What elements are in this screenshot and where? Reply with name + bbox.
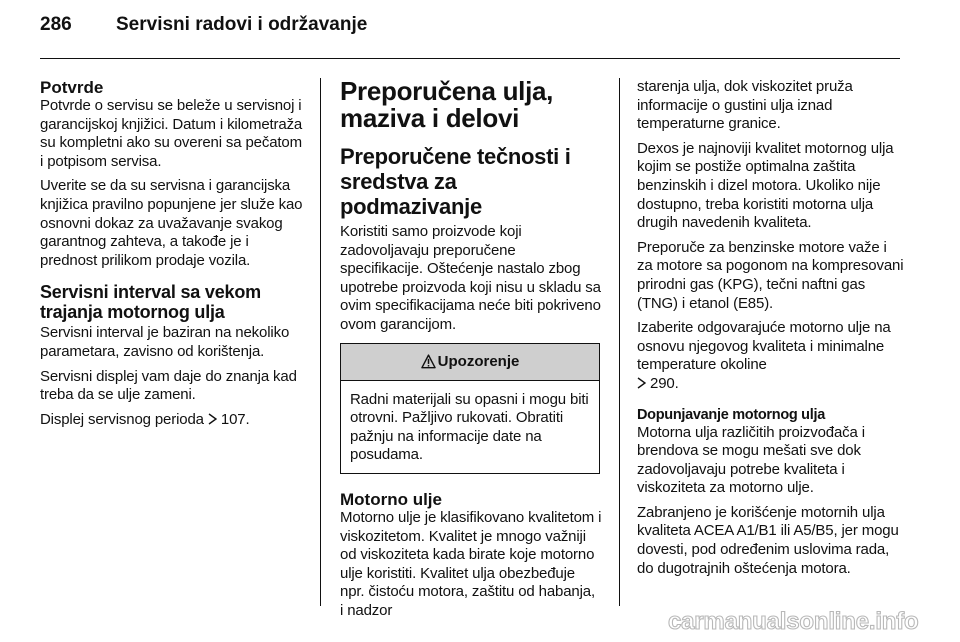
warning-box [340, 343, 600, 474]
fluids-heading-line-1: Preporučene tečnosti i [340, 144, 571, 169]
dexos-paragraph: Dexos je najnoviji kvalitet motornog ulja kojim se postiže optimalna zaštita benzinskih i dizel motora. Ukoliko nije dostupno, treba koristiti motorna ulja drugih navedenih kvaliteta. [637, 139, 894, 232]
topup-paragraph-2: Zabranjeno je korišćenje motornih ulja kvaliteta ACEA A1/B1 ili A5/B5, jer mogu dovesti, pod određenim uslovima rada, do dugotrajnih oštećenja motora. [637, 503, 899, 577]
choose-oil-paragraph [637, 319, 905, 393]
main-title [340, 78, 602, 132]
main-title-line-1: Preporučena ulja, [340, 76, 554, 106]
engine-oil-paragraph: Motorno ulje je klasifikovano kvalitetom i viskozitetom. Kvalitet je mnogo važniji od viskoziteta kada birate koje motorno ulje koristiti. Kvalitet ulja obezbeđuje npr. čistoću motora, zaštitu od habanja, i nadzor [340, 508, 602, 619]
fluids-heading [340, 144, 602, 219]
page-number: 286 [40, 14, 72, 35]
page-header [40, 14, 367, 36]
warning-header [341, 344, 599, 381]
interval-heading-line-1: Servisni interval sa vekom [40, 282, 261, 303]
svg-text:carmanualsonline.info: carmanualsonline.info [668, 608, 919, 635]
engine-oil-heading: Motorno ulje [340, 489, 442, 509]
topup-paragraph-1: Motorna ulja različitih proizvođača i brendova se mogu mešati sve dok zadovoljavaju potrebe kvaliteta i viskoziteta za motorno ulje. [637, 423, 865, 497]
warning-triangle-icon [421, 354, 436, 369]
potvrde-paragraph-2: Uverite se da su servisna i garancijska knjižica pravilno popunjene jer služe kao osnovni dokaz za uvažavanje svakog garantnog zahteva, a takođe je i prednost prilikom prodaje vozila. [40, 177, 303, 269]
interval-heading-line-2: trajanja motornog ulja [40, 302, 225, 323]
page-reference-arrow-icon [208, 413, 217, 425]
interval-paragraph-1: Servisni interval je baziran na nekoliko parametara, zavisno od korištenja. [40, 324, 290, 360]
choose-oil-page-ref[interactable]: 290. [650, 374, 679, 392]
column-3 [637, 78, 905, 584]
column-divider-1 [320, 78, 321, 606]
potvrde-heading: Potvrde [40, 78, 104, 97]
warning-text: Radni materijali su opasni i mogu biti otrovni. Pažljivo rukovati. Obratiti pažnju na informacije date na posudama. [350, 390, 589, 464]
page-reference-arrow-icon [637, 377, 646, 389]
watermark-logo [668, 606, 952, 636]
chapter-title: Servisni radovi i održavanje [116, 14, 368, 35]
main-title-line-2: maziva i delovi [340, 103, 520, 133]
interval-heading [40, 282, 304, 322]
warning-title: Upozorenje [437, 353, 520, 371]
interval-page-ref[interactable]: 107. [220, 410, 250, 428]
potvrde-paragraph-1: Potvrde o servisu se beleže u servisnoj i garancijskoj knjižici. Datum i kilometraža su kompletni ako su overeni sa pečatom i potpisom servisa. [40, 97, 303, 170]
warning-body [341, 381, 599, 473]
oil-aging-paragraph: starenja ulja, dok viskozitet pruža informacije o gustini ulja iznad temperaturne granice. [637, 78, 853, 133]
header-divider [40, 58, 900, 59]
fluids-heading-line-2: sredstva za podmazivanje [340, 169, 482, 219]
column-divider-2 [619, 78, 620, 606]
interval-paragraph-3-text: Displej servisnog perioda [40, 410, 204, 428]
choose-oil-text: Izaberite odgovarajuće motorno ulje na osnovu njegovog kvaliteta i minimalne temperature okoline [637, 319, 891, 374]
interval-paragraph-3 [40, 411, 304, 430]
column-1 [40, 78, 304, 435]
fluids-paragraph: Koristiti samo proizvode koji zadovoljavaju preporučene specifikacije. Oštećenje nastalo zbog upotrebe proizvoda koji nisu u skladu sa ovim specifikacijama neće biti pokriveno ovom garancijom. [340, 223, 601, 333]
gas-engines-paragraph: Preporuče za benzinske motore važe i za motore sa pogonom na kompresovani prirodni gas (KPG), tečni naftni gas (TNG) i etanol (E85). [637, 238, 904, 312]
column-2 [340, 78, 602, 627]
topup-heading: Dopunjavanje motornog ulja [637, 406, 825, 423]
interval-paragraph-2: Servisni displej vam daje do znanja kad treba da se ulje zameni. [40, 367, 297, 404]
